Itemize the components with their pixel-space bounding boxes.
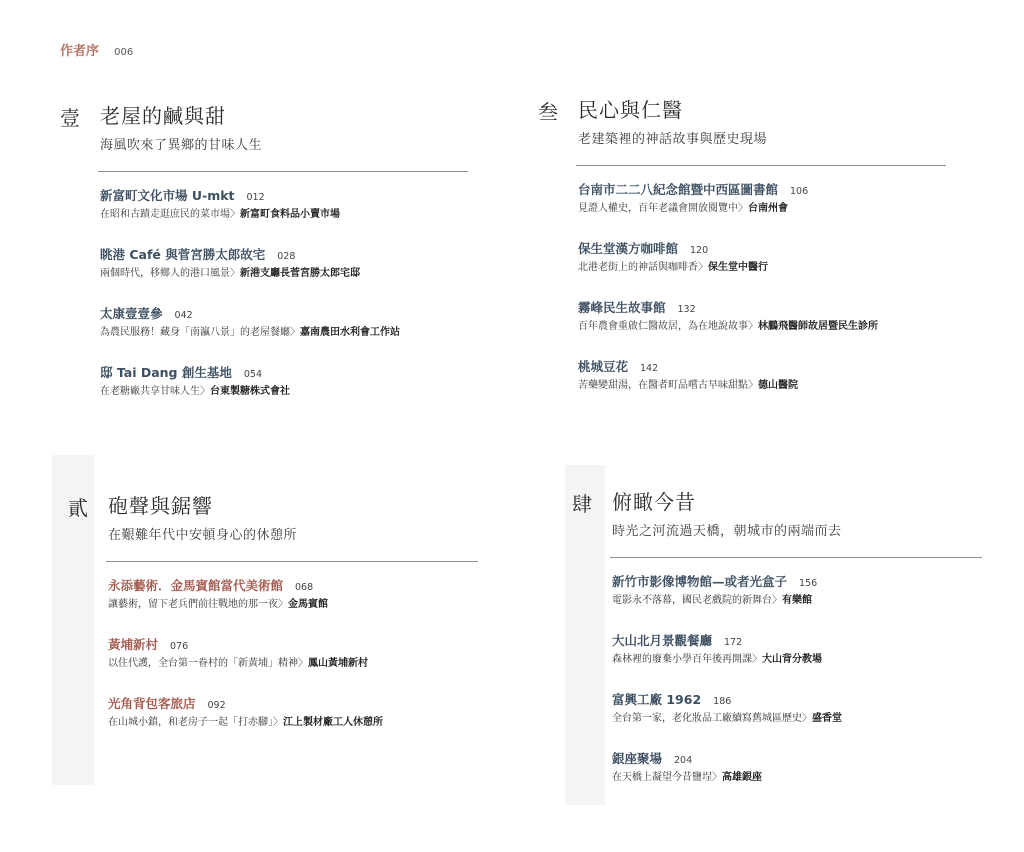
- toc-entry: [100, 245, 480, 282]
- toc-entry: [578, 239, 968, 276]
- entry-page: 092: [207, 700, 226, 711]
- entry-title: 邸 Tai Dang 創生基地: [100, 365, 232, 380]
- entry-title: 保生堂漢方咖啡館: [578, 241, 679, 256]
- entry-place: 德山醫院: [758, 380, 798, 391]
- entry-title: 新竹市影像博物館—或者光盒子: [612, 574, 788, 589]
- toc-entry: [108, 576, 488, 613]
- entry-page: 076: [170, 641, 189, 652]
- entry-page: 156: [799, 578, 818, 589]
- entry-title: 眺港 Café 與菅宮勝太郎故宅: [100, 247, 266, 262]
- entry-place: 盛香堂: [812, 713, 842, 724]
- entry-place: 新港支廳長菅宮勝太郎宅邸: [240, 268, 360, 279]
- entry-desc: 百年農會重啟仁醫故居，為在地說故事〉: [578, 321, 758, 332]
- entry-page: 120: [690, 245, 709, 256]
- entry-place: 高雄銀座: [722, 772, 762, 783]
- entry-desc: 電影永不落幕，國民老戲院的新舞台〉: [612, 595, 782, 606]
- entry-desc: 在天橋上凝望今昔鹽埕〉: [612, 772, 722, 783]
- entry-title: 永添藝術．金馬賓館當代美術館: [108, 578, 284, 593]
- entry-desc: 在昭和古蹟走逛庶民的菜市場〉: [100, 209, 240, 220]
- entry-page: 068: [295, 582, 314, 593]
- section-numeral: 肆: [572, 492, 592, 516]
- entry-title: 新富町文化市場 U-mkt: [100, 188, 235, 203]
- toc-entry: [108, 694, 488, 731]
- entry-desc: 以住代護，全台第一眷村的「新黃埔」精神〉: [108, 658, 308, 669]
- entry-page: 106: [790, 186, 809, 197]
- entry-place: 新富町食料品小賣市場: [240, 209, 340, 220]
- toc-entry: [100, 363, 480, 400]
- entry-desc: 苦藥變甜湯，在醫者町品嚐古早味甜點〉: [578, 380, 758, 391]
- entry-page: 054: [243, 369, 262, 380]
- entry-desc: 為農民服務！藏身「南瀛八景」的老屋餐廳〉: [100, 327, 300, 338]
- section-1: [60, 100, 480, 422]
- entry-desc: 全台第一家，老化妝品工廠續寫舊城區歷史〉: [612, 713, 812, 724]
- entry-place: 鳳山黃埔新村: [308, 658, 368, 669]
- section-divider: [106, 561, 478, 562]
- section-subtitle: 時光之河流過天橋，朝城市的兩端而去: [612, 524, 842, 539]
- entry-page: 142: [640, 363, 659, 374]
- toc-entry: [612, 690, 992, 727]
- section-title: 砲聲與鋸響: [108, 494, 213, 518]
- section-subtitle: 老建築裡的神話故事與歷史現場: [578, 132, 768, 147]
- entry-page: 204: [674, 755, 693, 766]
- preface-title: 作者序: [60, 44, 100, 59]
- entry-place: 嘉南農田水利會工作站: [300, 327, 400, 338]
- section-divider: [576, 165, 946, 166]
- entry-page: 132: [677, 304, 696, 315]
- entry-place: 台東製糖株式會社: [210, 386, 290, 397]
- entry-page: 012: [246, 192, 265, 203]
- preface-entry: [60, 40, 133, 59]
- section-2: [68, 490, 488, 753]
- section-divider: [98, 171, 468, 172]
- entry-title: 大山北月景觀餐廳: [612, 633, 713, 648]
- entry-desc: 兩個時代，移鄉人的港口風景〉: [100, 268, 240, 279]
- section-subtitle: 在艱難年代中安頓身心的休憩所: [108, 528, 298, 543]
- entry-page: 172: [724, 637, 743, 648]
- toc-entry: [100, 304, 480, 341]
- section-title: 民心與仁醫: [578, 98, 683, 122]
- toc-entry: [100, 186, 480, 223]
- entry-place: 江上製材廠工人休憩所: [283, 717, 383, 728]
- toc-entry: [612, 749, 992, 786]
- entry-title: 光角背包客旅店: [108, 696, 196, 711]
- toc-entry: [578, 298, 968, 335]
- entry-page: 186: [713, 696, 732, 707]
- section-numeral: 叁: [538, 100, 558, 124]
- entry-desc: 在山城小鎮，和老房子一起「打赤腳」〉: [108, 717, 283, 728]
- entry-desc: 見證人權史，百年老議會開放閱覽中〉: [578, 203, 748, 214]
- toc-entry: [612, 572, 992, 609]
- entry-title: 台南市二二八紀念館暨中西區圖書館: [578, 182, 779, 197]
- entry-title: 銀座聚場: [612, 751, 663, 766]
- entry-place: 保生堂中醫行: [708, 262, 768, 273]
- section-numeral: 壹: [60, 106, 80, 130]
- section-title: 老屋的鹹與甜: [100, 104, 226, 128]
- entry-title: 富興工廠 1962: [612, 692, 702, 707]
- entry-desc: 北港老街上的神話與咖啡香〉: [578, 262, 708, 273]
- entry-desc: 森林裡的廢棄小學百年後再開課〉: [612, 654, 762, 665]
- entry-place: 林鵬飛醫師故居暨民生診所: [758, 321, 878, 332]
- entry-title: 太康壹壹參: [100, 306, 163, 321]
- toc-entry: [612, 631, 992, 668]
- entry-desc: 讓藝術，留下老兵們前往戰地的那一夜〉: [108, 599, 288, 610]
- section-3: [538, 94, 968, 416]
- entry-place: 台南州會: [748, 203, 788, 214]
- section-subtitle: 海風吹來了異鄉的甘味人生: [100, 138, 263, 153]
- entry-place: 有樂館: [782, 595, 812, 606]
- entry-title: 黃埔新村: [108, 637, 159, 652]
- section-divider: [610, 557, 982, 558]
- entry-title: 霧峰民生故事館: [578, 300, 666, 315]
- entry-page: 042: [174, 310, 193, 321]
- toc-entry: [578, 180, 968, 217]
- entry-page: 028: [277, 251, 296, 262]
- section-title: 俯瞰今昔: [612, 490, 696, 514]
- section-4: [572, 486, 992, 808]
- entry-desc: 在老糖廠共享甘味人生〉: [100, 386, 210, 397]
- toc-entry: [108, 635, 488, 672]
- entry-place: 金馬賓館: [288, 599, 328, 610]
- section-numeral: 貳: [68, 496, 88, 520]
- entry-title: 桃城豆花: [578, 359, 629, 374]
- toc-entry: [578, 357, 968, 394]
- preface-page: 006: [114, 47, 134, 58]
- entry-place: 大山背分教場: [762, 654, 822, 665]
